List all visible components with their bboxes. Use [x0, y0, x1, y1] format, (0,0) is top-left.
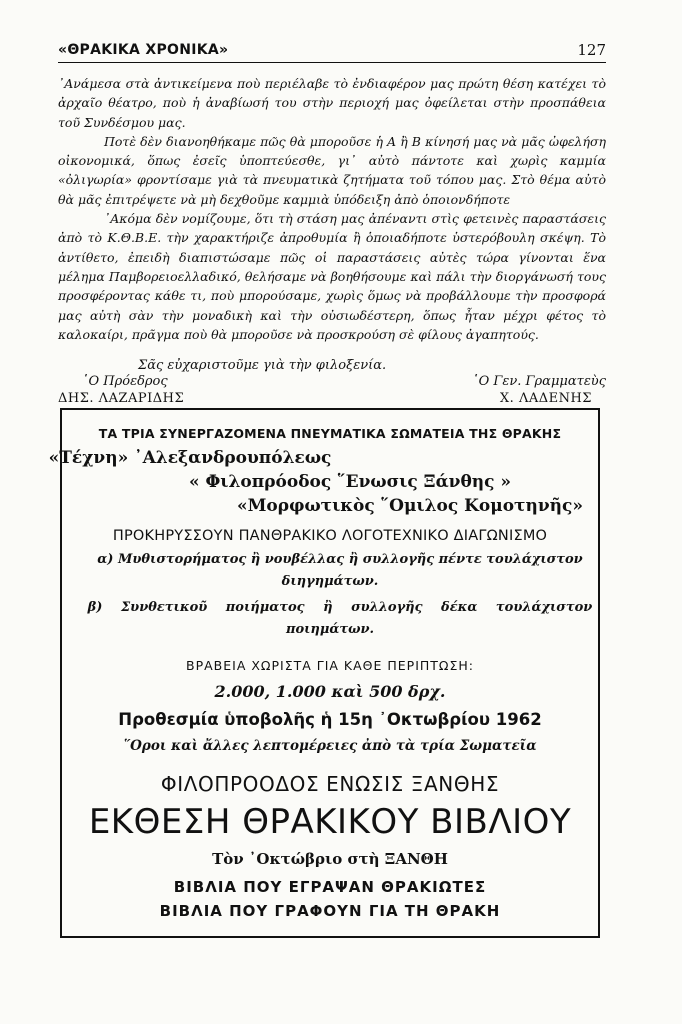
secretary-name: Χ. ΛΑΔΕΝΗΣ — [499, 391, 592, 406]
society-alexandroupolis: «Τέχνη» ᾽Αλεξανδρουπόλεως — [48, 448, 332, 468]
competition-proclamation: ΠΡΟΚΗΡΥΣΣΟΥΝ ΠΑΝΘΡΑΚΙΚΟ ΛΟΓΟΤΕΧΝΙΚΟ ΔΙΑΓΩΝΙΣΜΟ — [112, 528, 548, 544]
category-b-line: ποιημάτων. — [285, 622, 375, 637]
prizes-heading: ΒΡΑΒΕΙΑ ΧΩΡΙΣΤΑ ΓΙΑ ΚΑΘΕ ΠΕΡΙΠΤΩΣΗ: — [186, 658, 474, 673]
prizes-amounts: 2.000, 1.000 καὶ 500 δρχ. — [214, 682, 446, 701]
announcement-heading: ΤΑ ΤΡΙΑ ΣΥΝΕΡΓΑΖΟΜΕΝΑ ΠΝΕΥΜΑΤΙΚΑ ΣΩΜΑΤΕΙΑ ΤΗΣ ΘΡΑΚΗΣ — [98, 426, 562, 441]
category-a-line: α) Μυθιστορήματος ἢ νουβέλλας ἢ συλλογῆς πέντε τουλάχιστον — [97, 552, 583, 567]
category-b-line: β) Συνθετικοῦ ποιήματος ἢ συλλογῆς δέκα τουλάχιστον — [87, 600, 593, 615]
running-title: «ΘΡΑΚΙΚΑ ΧΡΟΝΙΚΑ» — [58, 42, 229, 58]
president-name: ΔΗΣ. ΛΑΖΑΡΙΔΗΣ — [58, 391, 185, 406]
terms-note: ῞Οροι καὶ ἄλλες λεπτομέρειες ἀπὸ τὰ τρία Σωματεῖα — [123, 738, 537, 754]
page-number: 127 — [577, 41, 606, 59]
category-a-line: διηγημάτων. — [281, 574, 379, 589]
secretary-role: ῾Ο Γεν. Γραμματεὺς — [472, 374, 606, 389]
exhibition-date-place: Τὸν ᾽Οκτώβριο στὴ ΞΑΝΘΗ — [212, 850, 448, 868]
paragraph: ᾽Ακόμα δὲν νομίζουμε, ὅτι τὴ στάση μας ἀπέναντι στὶς φετεινὲς παραστάσεις ἀπὸ τὸ Κ.Θ.Β.Ε. τὴν χαρακτήριζε ἀπροθυμία ἢ ὁποιαδήποτε ὑστερόβουλη σκέψη. Τὸ ἀντίθετο, ἐπειδὴ διαπιστώσαμε πῶς οἱ παραστάσεις αὐτὲς τώρα γίνονται ἕνα μέλημα Παμβορειοελλαδικό, θελήσαμε νὰ βοηθήσουμε καὶ πάλι τὴν διοργάνωσή τους προσφέροντας κάθε τι, ποὺ μπορούσαμε, χωρὶς ὅμως νὰ προβάλλουμε τὴν προσφορά μας αὐτὴ σὰν τὴν μοναδικὴ καὶ τὴν οὐσιωδέστερη, ὅπως ἦταν μέχρι φέτος τὸ καλοκαίρι, πρᾶγμα ποὺ θὰ μποροῦσε νὰ προσκρούση σὲ φίλους ἀγαπητούς. — [58, 211, 606, 342]
exhibition-title: ΕΚΘΕΣΗ ΘΡΑΚΙΚΟΥ ΒΙΒΛΙΟΥ — [88, 802, 572, 842]
submission-deadline: Προθεσμία ὑποβολῆς ἡ 15η ᾽Οκτωβρίου 1962 — [118, 710, 542, 729]
announcement-box — [48, 408, 600, 938]
exhibition-line: ΒΙΒΛΙΑ ΠΟΥ ΕΓΡΑΨΑΝ ΘΡΑΚΙΩΤΕΣ — [173, 878, 487, 896]
society-xanthi: « Φιλοπρόοδος ῞Ενωσις Ξάνθης » — [188, 472, 512, 492]
closing-line: Σᾶς εὐχαριστοῦμε γιὰ τὴν φιλοξενία. — [138, 358, 387, 373]
exhibition-line: ΒΙΒΛΙΑ ΠΟΥ ΓΡΑΦΟΥΝ ΓΙΑ ΤΗ ΘΡΑΚΗ — [159, 902, 501, 920]
letter-body — [58, 74, 606, 344]
paragraph: ᾽Ανάμεσα στὰ ἀντικείμενα ποὺ περιέλαβε τὸ ἐνδιαφέρον μας πρώτη θέση κατέχει τὸ ἀρχαῖο θέατρο, ποὺ ἡ ἀναβίωσή του στὴν περιοχή μας ὀφείλεται στὴν προσπάθεια τοῦ Συνδέσμου μας. — [58, 76, 606, 130]
running-header — [58, 40, 606, 63]
exhibition-organizer: ΦΙΛΟΠΡΟΟΔΟΣ ΕΝΩΣΙΣ ΞΑΝΘΗΣ — [160, 772, 500, 796]
society-komotini: «Μορφωτικὸς ῞Ομιλος Κομοτηνῆς» — [236, 496, 583, 516]
paragraph: Ποτὲ δὲν διανοηθήκαμε πῶς θὰ μποροῦσε ἡ Α ἢ Β κίνησή μας νὰ μᾶς ὠφελήση οἰκονομικά, ὅπως ἐσεῖς ὑποπτεύεσθε, γι᾽ αὐτὸ πάντοτε καὶ χωρὶς καμμία «ὀλιγωρία» φροντίσαμε γιὰ τὰ πνευματικὰ ζητήματα τοῦ τόπου μας. Στὸ θέμα αὐτὸ θὰ μᾶς ἐπιτρέψετε νὰ μὴ δεχθοῦμε καμμιὰ ὑπόδειξη ἀπὸ ὁποιονδήποτε — [58, 133, 606, 207]
president-role: ῾Ο Πρόεδρος — [82, 374, 168, 389]
